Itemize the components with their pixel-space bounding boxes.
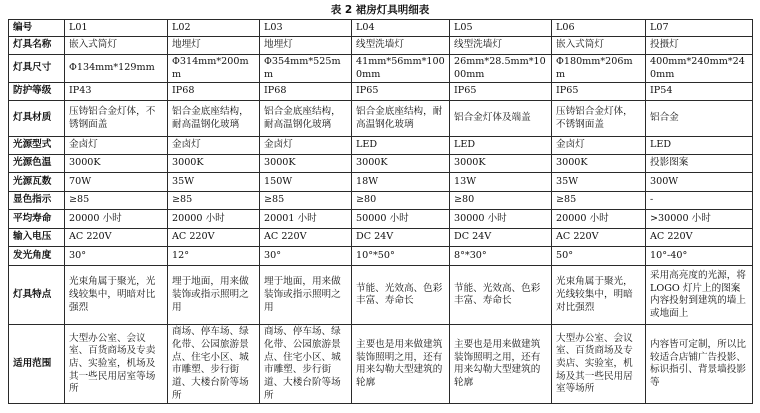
cell-name: 线型洗墙灯 [352, 37, 450, 55]
table-row-features [9, 266, 753, 325]
row-header-name: 灯具名称 [9, 37, 65, 55]
cell-wattage: 13W [450, 173, 552, 192]
cell-material: 铝合金底座结构，耐高温钢化玻璃 [260, 101, 352, 137]
cell-wattage: 35W [168, 173, 260, 192]
table-row-source [9, 137, 753, 155]
cell-cri: ≥85 [65, 192, 168, 210]
cell-ip: IP68 [168, 83, 260, 101]
cell-voltage: AC 220V [260, 229, 352, 247]
model-code: L04 [352, 20, 450, 37]
cell-life: >30000 小时 [646, 210, 753, 229]
cell-wattage: 70W [65, 173, 168, 192]
cell-name: 地埋灯 [260, 37, 352, 55]
cell-source: LED [450, 137, 552, 155]
table-row-cri [9, 192, 753, 210]
cell-source: 金卤灯 [168, 137, 260, 155]
cell-usage: 商场、停车场、绿化带、公园旅游景点、住宅小区、城市雕塑、步行街道、大楼台阶等场所 [260, 325, 352, 404]
cell-voltage: AC 220V [646, 229, 753, 247]
cell-angle: 8°*30° [450, 247, 552, 266]
cell-usage: 主要也是用来做建筑装饰照明之用，还有用来勾勒大型建筑的轮廓 [352, 325, 450, 404]
cell-usage: 内容皆可定制，所以比较适合店铺广告投影、标识指引、背景墙投影等 [646, 325, 753, 404]
cell-color_temp: 3000K [552, 155, 646, 173]
cell-angle: 10°-40° [646, 247, 753, 266]
cell-color_temp: 3000K [168, 155, 260, 173]
cell-voltage: AC 220V [65, 229, 168, 247]
cell-wattage: 35W [552, 173, 646, 192]
cell-cri: ≥85 [552, 192, 646, 210]
table-row-voltage [9, 229, 753, 247]
cell-name: 嵌入式筒灯 [552, 37, 646, 55]
cell-color_temp: 3000K [450, 155, 552, 173]
cell-features: 埋于地面，用来做装饰或指示照明之用 [260, 266, 352, 325]
luminaire-spec-table [8, 19, 753, 404]
cell-life: 20001 小时 [260, 210, 352, 229]
cell-features: 光束角属于聚光，光线较集中，明暗对比强烈 [552, 266, 646, 325]
row-header-size: 灯具尺寸 [9, 55, 65, 83]
table-row-color_temp [9, 155, 753, 173]
cell-cri: ≥80 [352, 192, 450, 210]
row-header-ip: 防护等级 [9, 83, 65, 101]
cell-usage: 商场、停车场、绿化带、公园旅游景点、住宅小区、城市雕塑、步行街道、大楼台阶等场所 [168, 325, 260, 404]
cell-ip: IP54 [646, 83, 753, 101]
row-header-code: 编号 [9, 20, 65, 37]
cell-ip: IP65 [352, 83, 450, 101]
cell-angle: 30° [65, 247, 168, 266]
cell-size: 400mm*240mm*240mm [646, 55, 753, 83]
table-row-wattage [9, 173, 753, 192]
cell-usage: 大型办公室、会议室、百货商场及专卖店、实验室，机场及其一些民用居室等场所 [65, 325, 168, 404]
cell-source: LED [352, 137, 450, 155]
cell-features: 光束角属于聚光，光线较集中，明暗对比强烈 [65, 266, 168, 325]
cell-size: Φ314mm*200mm [168, 55, 260, 83]
cell-source: 金卤灯 [65, 137, 168, 155]
cell-features: 采用高亮度的光源，将 LOGO 灯片上的图案内容投射到建筑的墙上或地面上 [646, 266, 753, 325]
cell-voltage: DC 24V [352, 229, 450, 247]
cell-voltage: AC 220V [552, 229, 646, 247]
cell-life: 30000 小时 [450, 210, 552, 229]
cell-color_temp: 投影图案 [646, 155, 753, 173]
cell-size: 41mm*56mm*1000mm [352, 55, 450, 83]
cell-cri: ≥80 [450, 192, 552, 210]
cell-features: 埋于地面，用来做装饰或指示照明之用 [168, 266, 260, 325]
cell-size: 26mm*28.5mm*1000mm [450, 55, 552, 83]
row-header-voltage: 输入电压 [9, 229, 65, 247]
cell-name: 投摄灯 [646, 37, 753, 55]
cell-life: 20000 小时 [65, 210, 168, 229]
table-row-angle [9, 247, 753, 266]
cell-ip: IP65 [450, 83, 552, 101]
table-header-row [9, 20, 753, 37]
row-header-features: 灯具特点 [9, 266, 65, 325]
row-header-material: 灯具材质 [9, 101, 65, 137]
table-row-size [9, 55, 753, 83]
cell-wattage: 18W [352, 173, 450, 192]
cell-features: 节能、光效高、色彩丰富、寿命长 [450, 266, 552, 325]
cell-angle: 12° [168, 247, 260, 266]
cell-material: 铝合金 [646, 101, 753, 137]
model-code: L06 [552, 20, 646, 37]
model-code: L03 [260, 20, 352, 37]
cell-source: 金卤灯 [552, 137, 646, 155]
cell-color_temp: 3000K [352, 155, 450, 173]
row-header-wattage: 光源瓦数 [9, 173, 65, 192]
cell-angle: 30° [260, 247, 352, 266]
table-row-life [9, 210, 753, 229]
cell-source: 金卤灯 [260, 137, 352, 155]
cell-material: 铝合金灯体及端盖 [450, 101, 552, 137]
cell-size: Φ134mm*129mm [65, 55, 168, 83]
cell-voltage: DC 24V [450, 229, 552, 247]
cell-name: 嵌入式筒灯 [65, 37, 168, 55]
cell-life: 50000 小时 [352, 210, 450, 229]
cell-angle: 50° [552, 247, 646, 266]
model-code: L05 [450, 20, 552, 37]
cell-cri: ≥85 [260, 192, 352, 210]
cell-wattage: 300W [646, 173, 753, 192]
cell-usage: 主要也是用来做建筑装饰照明之用，还有用来勾勒大型建筑的轮廓 [450, 325, 552, 404]
row-header-source: 光源型式 [9, 137, 65, 155]
table-caption: 表 2 裙房灯具明细表 [330, 4, 430, 16]
cell-size: Φ180mm*206mm [552, 55, 646, 83]
cell-angle: 10°*50° [352, 247, 450, 266]
cell-features: 节能、光效高、色彩丰富、寿命长 [352, 266, 450, 325]
cell-ip: IP65 [552, 83, 646, 101]
cell-material: 压铸铝合金灯体，不锈钢面盖 [65, 101, 168, 137]
cell-color_temp: 3000K [260, 155, 352, 173]
table-row-name [9, 37, 753, 55]
cell-wattage: 150W [260, 173, 352, 192]
row-header-angle: 发光角度 [9, 247, 65, 266]
cell-material: 铝合金底座结构，耐高温钢化玻璃 [352, 101, 450, 137]
cell-ip: IP68 [260, 83, 352, 101]
cell-size: Φ354mm*525mm [260, 55, 352, 83]
model-code: L02 [168, 20, 260, 37]
row-header-usage: 适用范围 [9, 325, 65, 404]
model-code: L07 [646, 20, 753, 37]
table-row-usage [9, 325, 753, 404]
cell-material: 铝合金底座结构，耐高温钢化玻璃 [168, 101, 260, 137]
cell-life: 20000 小时 [168, 210, 260, 229]
row-header-cri: 显色指示 [9, 192, 65, 210]
table-row-ip [9, 83, 753, 101]
cell-name: 地埋灯 [168, 37, 260, 55]
table-row-material [9, 101, 753, 137]
cell-usage: 大型办公室、会议室、百货商场及专卖店、实验室，机场及其一些民用居室等场所 [552, 325, 646, 404]
cell-voltage: AC 220V [168, 229, 260, 247]
cell-name: 线型洗墙灯 [450, 37, 552, 55]
cell-life: 20000 小时 [552, 210, 646, 229]
row-header-life: 平均寿命 [9, 210, 65, 229]
model-code: L01 [65, 20, 168, 37]
cell-cri: ≥85 [168, 192, 260, 210]
cell-ip: IP43 [65, 83, 168, 101]
cell-material: 压铸铝合金灯体，不锈钢面盖 [552, 101, 646, 137]
cell-cri: - [646, 192, 753, 210]
cell-source: LED [646, 137, 753, 155]
row-header-color_temp: 光源色温 [9, 155, 65, 173]
cell-color_temp: 3000K [65, 155, 168, 173]
